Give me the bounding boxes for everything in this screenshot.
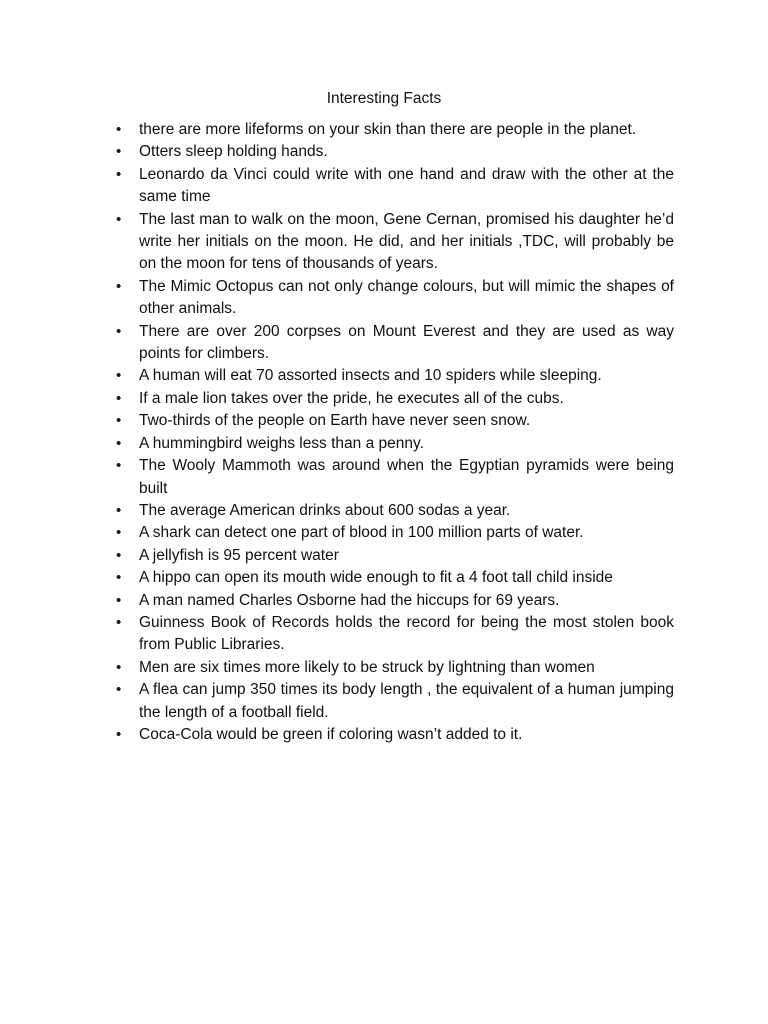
document-title: Interesting Facts xyxy=(326,90,442,107)
fact-text: The average American drinks about 600 sodas a year. xyxy=(139,501,511,519)
list-item xyxy=(116,164,674,209)
list-item xyxy=(116,388,674,410)
facts-list xyxy=(116,119,674,746)
list-item xyxy=(116,545,674,567)
list-item xyxy=(116,365,674,387)
list-item xyxy=(116,141,674,163)
fact-text: A man named Charles Osborne had the hiccups for 69 years. xyxy=(139,591,560,609)
fact-text: A jellyfish is 95 percent water xyxy=(139,546,339,564)
bullet-icon: • xyxy=(116,501,122,519)
list-item xyxy=(116,410,674,432)
fact-text: Men are six times more likely to be struck by lightning than women xyxy=(139,658,595,676)
list-item xyxy=(116,433,674,455)
fact-text: Coca-Cola would be green if coloring wasn’t added to it. xyxy=(139,725,523,743)
bullet-icon: • xyxy=(116,613,122,631)
fact-text: there are more lifeforms on your skin than there are people in the planet. xyxy=(139,121,637,138)
bullet-icon: • xyxy=(116,546,122,564)
fact-text: The Wooly Mammoth was around when the Egyptian pyramids were being built xyxy=(139,457,674,497)
fact-text: Guinness Book of Records holds the record for being the most stolen book from Public Libraries. xyxy=(139,613,674,654)
bullet-icon: • xyxy=(116,457,122,475)
bullet-icon: • xyxy=(116,389,122,407)
bullet-icon: • xyxy=(116,277,122,295)
bullet-icon: • xyxy=(116,322,122,340)
fact-text: Two-thirds of the people on Earth have never seen snow. xyxy=(139,412,531,430)
bullet-icon: • xyxy=(116,143,122,161)
bullet-icon: • xyxy=(116,121,122,138)
list-item xyxy=(116,522,674,544)
list-item xyxy=(116,724,674,746)
bullet-icon: • xyxy=(116,367,122,385)
fact-text: There are over 200 corpses on Mount Everest and they are used as way points for climbers. xyxy=(139,322,674,363)
list-item xyxy=(116,119,674,141)
list-item xyxy=(116,590,674,612)
bullet-icon: • xyxy=(116,524,122,542)
list-item xyxy=(116,567,674,589)
fact-text: A flea can jump 350 times its body length , the equivalent of a human jumping the length of a football field. xyxy=(139,681,674,721)
fact-text: A human will eat 70 assorted insects and 10 spiders while sleeping. xyxy=(139,367,602,385)
list-item xyxy=(116,657,674,679)
fact-text: Leonardo da Vinci could write with one hand and draw with the other at the same time xyxy=(139,165,674,206)
fact-text: The last man to walk on the moon, Gene Cernan, promised his daughter he’d write her initials on the moon. He did, and her initials ,TDC, will probably be on the moon for tens of thousands of years. xyxy=(139,210,674,273)
fact-text: A hummingbird weighs less than a penny. xyxy=(139,434,424,452)
fact-text: If a male lion takes over the pride, he executes all of the cubs. xyxy=(139,389,564,407)
list-item xyxy=(116,500,674,522)
bullet-icon: • xyxy=(116,569,122,587)
list-item xyxy=(116,679,674,724)
bullet-icon: • xyxy=(116,434,122,452)
list-item xyxy=(116,209,674,276)
fact-text: Otters sleep holding hands. xyxy=(139,143,328,161)
bullet-icon: • xyxy=(116,681,122,699)
list-item xyxy=(116,276,674,321)
fact-text: A shark can detect one part of blood in 100 million parts of water. xyxy=(139,524,584,542)
list-item xyxy=(116,455,674,500)
fact-text: A hippo can open its mouth wide enough to fit a 4 foot tall child inside xyxy=(139,569,613,587)
bullet-icon: • xyxy=(116,412,122,430)
bullet-icon: • xyxy=(116,165,122,183)
list-item xyxy=(116,612,674,657)
list-item xyxy=(116,321,674,366)
fact-text: The Mimic Octopus can not only change colours, but will mimic the shapes of other animals. xyxy=(139,277,674,318)
bullet-icon: • xyxy=(116,658,122,676)
bullet-icon: • xyxy=(116,725,122,743)
bullet-icon: • xyxy=(116,591,122,609)
bullet-icon: • xyxy=(116,210,122,228)
